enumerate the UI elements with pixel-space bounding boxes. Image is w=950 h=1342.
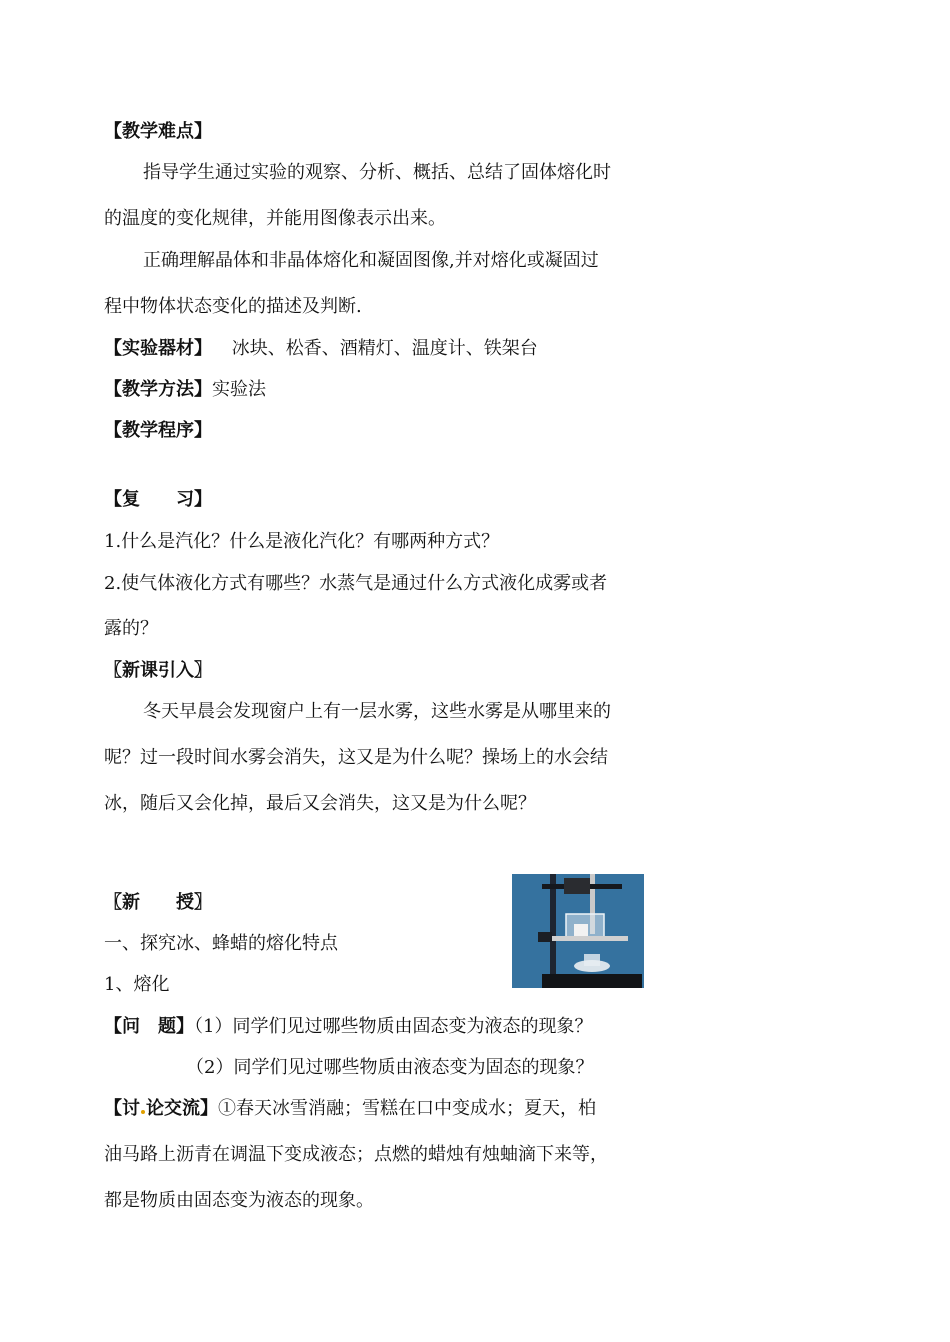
- procedure-heading: 【教学程序】: [104, 420, 212, 441]
- difficulty-paragraph-2-line-1: 正确理解晶体和非晶体熔化和凝固图像,并对熔化或凝固过: [143, 250, 599, 271]
- section-1-title: 一、探究冰、蜂蜡的熔化特点: [104, 933, 338, 954]
- intro-heading: 〖新课引入〗: [104, 660, 212, 681]
- difficulty-paragraph-2-line-2: 程中物体状态变化的描述及判断.: [104, 296, 362, 317]
- discussion-text-1: ①春天冰雪消融；雪糕在口中变成水；夏天，柏: [218, 1098, 596, 1119]
- method-line: [104, 378, 266, 402]
- review-question-2-line-1: 2.使气体液化方式有哪些？水蒸气是通过什么方式液化成雾或者: [104, 573, 608, 594]
- difficulty-heading: 【教学难点】: [104, 121, 212, 142]
- discussion-line-2: 油马路上沥青在调温下变成液态；点燃的蜡烛有烛蚰滴下来等，: [104, 1144, 608, 1165]
- difficulty-paragraph-1-line-1: 指导学生通过实验的观察、分析、概括、总结了固体熔化时: [143, 162, 611, 183]
- intro-line-3: 冰，随后又会化掉，最后又会消失，这又是为什么呢？: [104, 793, 536, 814]
- review-question-2-line-2: 露的？: [104, 618, 158, 639]
- review-heading: 【复 习】: [104, 489, 212, 510]
- intro-line-2: 呢？过一段时间水雾会消失，这又是为什么呢？操场上的水会结: [104, 747, 608, 768]
- review-question-1: 1.什么是汽化？什么是液化汽化？有哪两种方式？: [104, 531, 500, 552]
- subsection-melting: 1、熔化: [104, 974, 170, 995]
- difficulty-paragraph-1-line-2: 的温度的变化规律，并能用图像表示出来。: [104, 208, 446, 229]
- question-heading: 【问 题】: [104, 1016, 194, 1037]
- question-1: （1）同学们见过哪些物质由固态变为液态的现象？: [194, 1016, 593, 1037]
- method-heading: 【教学方法】: [104, 379, 212, 400]
- discussion-line-3: 都是物质由固态变为液态的现象。: [104, 1190, 374, 1211]
- equipment-heading: 【实验器材】: [104, 338, 212, 359]
- equipment-line: [104, 337, 538, 361]
- question-line-1: [104, 1015, 592, 1039]
- bullet-mark: [141, 1110, 145, 1114]
- discussion-line-1: [104, 1097, 596, 1121]
- equipment-list: 冰块、松香、酒精灯、温度计、铁架台: [231, 338, 538, 359]
- new-lesson-heading: 〖新 授〗: [104, 892, 212, 913]
- method-text: 实验法: [212, 379, 266, 400]
- discussion-heading: 【讨 论交流】: [104, 1098, 218, 1119]
- intro-line-1: 冬天早晨会发现窗户上有一层水雾，这些水雾是从哪里来的: [143, 701, 611, 722]
- experiment-apparatus-photo: [512, 874, 644, 988]
- question-2: （2）同学们见过哪些物质由液态变为固态的现象？: [186, 1057, 594, 1078]
- apparatus-illustration: [512, 874, 644, 988]
